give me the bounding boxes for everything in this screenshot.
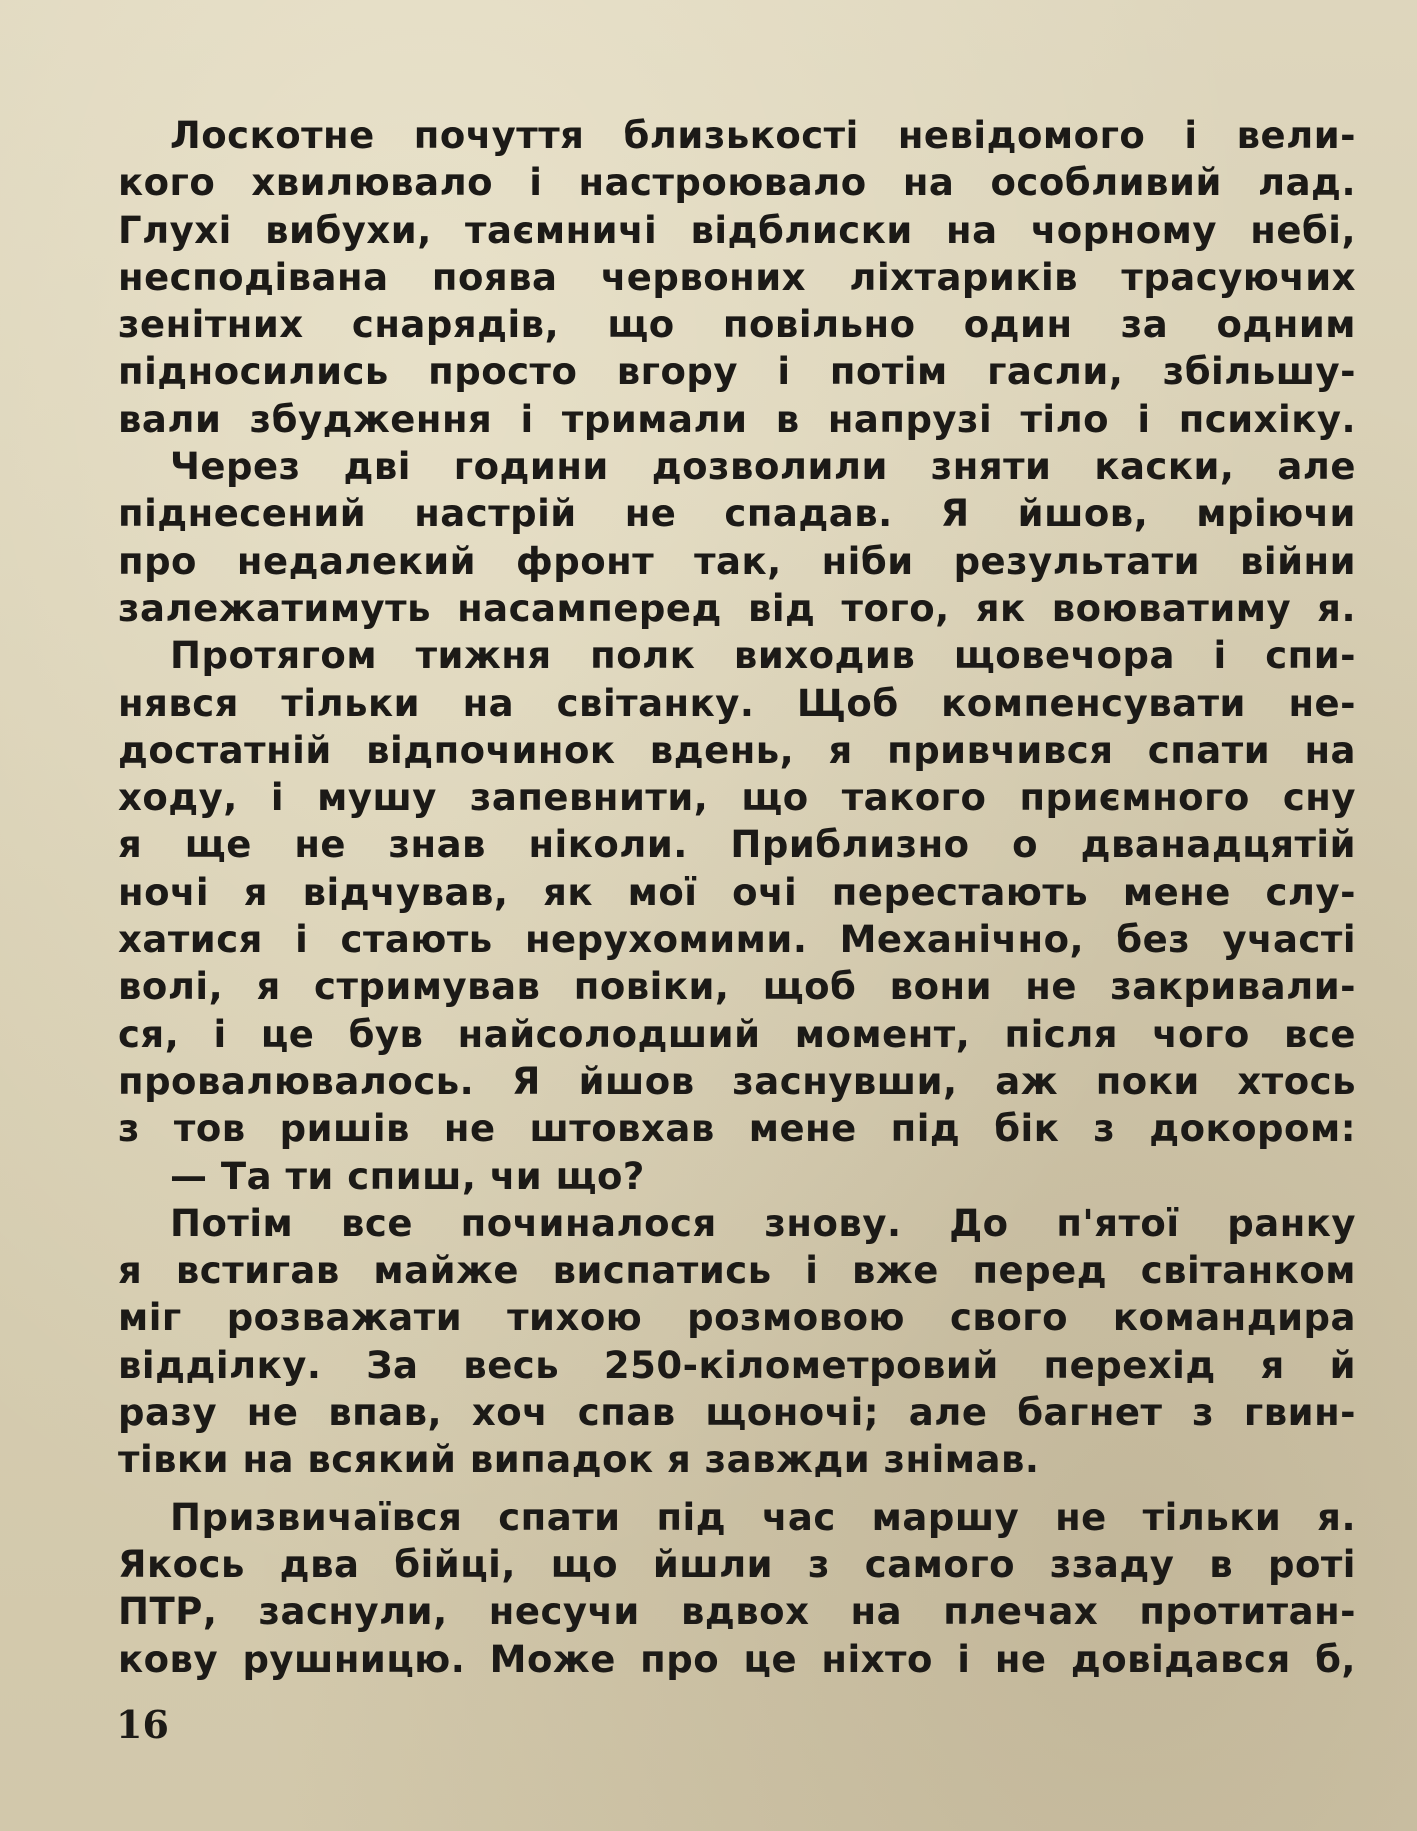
text-line: Призвичаївся спати під час маршу не тільки я.: [170, 1495, 1356, 1539]
text-line: з тов ришів не штовхав мене під бік з докором:: [118, 1107, 1356, 1151]
text-line: піднесений настрій не спадав. Я йшов, мріючи: [118, 492, 1356, 536]
page-number: 16: [116, 1702, 169, 1747]
text-line: підносились просто вгору і потім гасли, збільшу-: [118, 350, 1356, 394]
text-line: Через дві години дозволили зняти каски, але: [170, 445, 1356, 489]
text-line: кого хвилювало і настроювало на особливий лад.: [118, 161, 1356, 205]
text-line: хатися і стають нерухомими. Механічно, без участі: [118, 918, 1356, 962]
text-line: нявся тільки на світанку. Щоб компенсувати не-: [118, 681, 1356, 725]
text-line: залежатимуть насамперед від того, як воюватиму я.: [118, 586, 1356, 630]
text-line: Протягом тижня полк виходив щовечора і спи-: [170, 634, 1356, 678]
text-line: разу не впав, хоч спав щоночі; але багнет з гвин-: [118, 1391, 1356, 1435]
text-line: про недалекий фронт так, ніби результати війни: [118, 539, 1356, 583]
text-line: ходу, і мушу запевнити, що такого приємного сну: [118, 776, 1356, 820]
text-line: ночі я відчував, як мої очі перестають мене слу-: [118, 870, 1356, 914]
text-line: провалювалось. Я йшов заснувши, аж поки хтось: [118, 1059, 1356, 1103]
text-line: зенітних снарядів, що повільно один за одним: [118, 303, 1356, 347]
text-line: міг розважати тихою розмовою свого командира: [118, 1296, 1356, 1340]
text-line: ся, і це був найсолодший момент, після чого все: [118, 1012, 1356, 1056]
text-line: тівки на всякий випадок я завжди знімав.: [118, 1438, 1040, 1482]
text-line: я встигав майже виспатись і вже перед світанком: [118, 1249, 1356, 1293]
text-line: Потім все починалося знову. До п'ятої ранку: [170, 1201, 1356, 1245]
text-line: Глухі вибухи, таємничі відблиски на чорному небі,: [118, 208, 1356, 252]
text-line: кову рушницю. Може про це ніхто і не довідався б,: [118, 1637, 1356, 1681]
text-line: несподівана поява червоних ліхтариків трасуючих: [118, 255, 1356, 299]
text-line: Лоскотне почуття близькості невідомого і вели-: [170, 114, 1356, 157]
text-line: — Та ти спиш, чи що?: [170, 1154, 645, 1198]
page-text: [118, 112, 1356, 1683]
text-line: Якось два бійці, що йшли з самого ззаду в роті: [118, 1542, 1356, 1586]
text-line: я ще не знав ніколи. Приблизно о дванадцятій: [118, 823, 1356, 867]
text-line: відділку. За весь 250-кілометровий перехід я й: [118, 1343, 1356, 1387]
text-line: вали збудження і тримали в напрузі тіло і психіку.: [118, 397, 1356, 441]
text-line: волі, я стримував повіки, щоб вони не закривали-: [118, 965, 1356, 1009]
text-line: достатній відпочинок вдень, я привчився спати на: [118, 728, 1356, 772]
text-line: ПТР, заснули, несучи вдвох на плечах протитан-: [118, 1590, 1356, 1634]
